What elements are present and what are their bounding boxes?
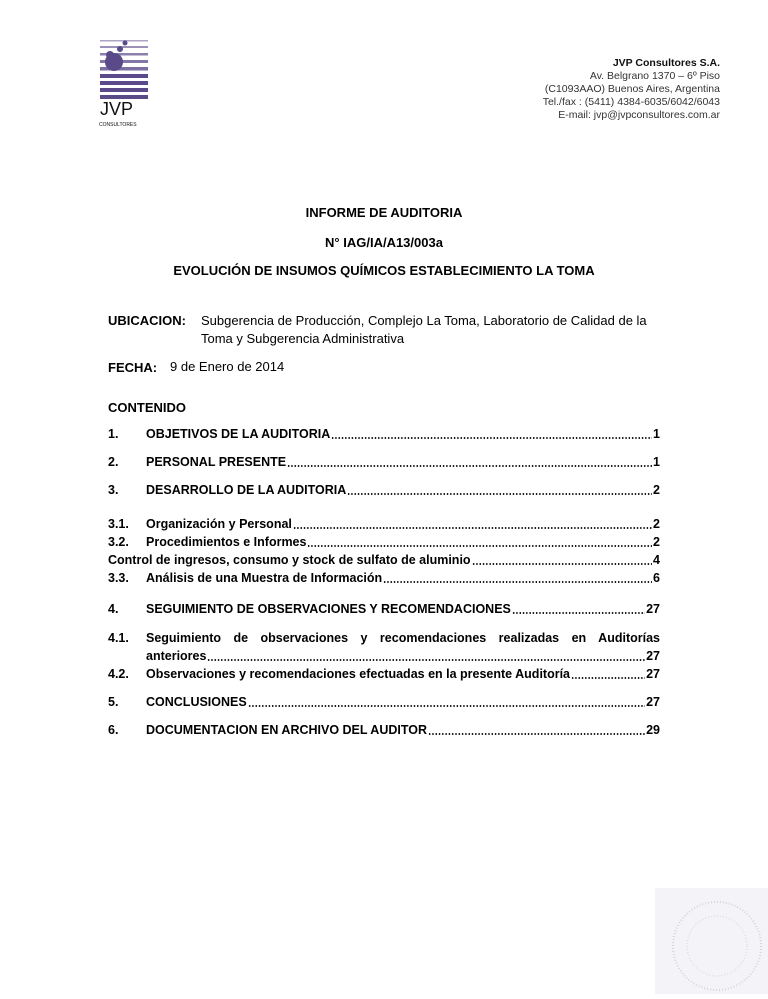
ubicacion-line-1: Subgerencia de Producción, Complejo La Toma, Laboratorio de Calidad de la (201, 313, 647, 328)
dot-leader (571, 677, 645, 679)
dot-leader (293, 527, 652, 529)
toc-title: Control de ingresos, consumo y stock de sulfato de aluminio (108, 553, 471, 567)
fecha-value: 9 de Enero de 2014 (170, 359, 285, 374)
toc-entry[interactable] (108, 723, 660, 738)
embossed-seal (655, 888, 768, 994)
toc-entry[interactable] (108, 571, 660, 586)
toc-entry[interactable] (108, 517, 660, 532)
report-number: N° IAG/IA/A13/003a (325, 235, 443, 250)
dot-leader (428, 733, 645, 735)
toc-page: 1 (653, 455, 660, 469)
toc-number: 3.2. (108, 535, 129, 549)
toc-page: 27 (646, 649, 660, 663)
toc-page: 4 (653, 553, 660, 567)
toc-number: 3.1. (108, 517, 129, 531)
toc-entry-continued[interactable] (108, 649, 660, 664)
toc-number: 3. (108, 483, 119, 497)
toc-title: PERSONAL PRESENTE (146, 455, 287, 469)
dot-leader (207, 659, 645, 661)
toc-title: DOCUMENTACION EN ARCHIVO DEL AUDITOR (146, 723, 428, 737)
ubicacion-label: UBICACION: (108, 313, 186, 328)
toc-number: 4. (108, 602, 119, 616)
toc-number: 2. (108, 455, 119, 469)
dot-leader (347, 493, 652, 495)
toc-page: 27 (646, 695, 660, 709)
company-address: Av. Belgrano 1370 – 6º Piso (589, 70, 720, 82)
toc-title: Procedimientos e Informes (146, 535, 307, 549)
toc-title: Análisis de una Muestra de Información (146, 571, 383, 585)
company-city: (C1093AAO) Buenos Aires, Argentina (544, 83, 720, 95)
toc-number: 5. (108, 695, 119, 709)
company-logo (96, 28, 156, 128)
toc-title: CONCLUSIONES (146, 695, 247, 709)
toc-number: 4.1. (108, 631, 129, 645)
toc-title: Organización y Personal (146, 517, 292, 531)
toc-entry[interactable] (108, 602, 660, 617)
toc-page: 2 (653, 517, 660, 531)
toc-entry[interactable] (108, 667, 660, 682)
toc-title: DESARROLLO DE LA AUDITORIA (146, 483, 347, 497)
dot-leader (248, 705, 645, 707)
toc-entry[interactable] (108, 535, 660, 550)
toc-page: 27 (646, 602, 660, 616)
toc-number: 3.3. (108, 571, 129, 585)
toc-title: Observaciones y recomendaciones efectuadas en la presente Auditoría (146, 667, 571, 681)
contenido-heading: CONTENIDO (108, 400, 186, 415)
toc-page: 6 (653, 571, 660, 585)
toc-page: 29 (646, 723, 660, 737)
toc-title-continued: anteriores (146, 649, 207, 663)
toc-entry[interactable] (108, 553, 660, 568)
toc-page: 27 (646, 667, 660, 681)
dot-leader (287, 465, 652, 467)
toc-title: SEGUIMIENTO DE OBSERVACIONES Y RECOMENDACIONES (146, 602, 511, 616)
toc-entry[interactable] (108, 695, 660, 710)
toc-page: 1 (653, 427, 660, 441)
dot-leader (307, 545, 652, 547)
toc-entry[interactable] (108, 427, 660, 442)
company-name: JVP Consultores S.A. (612, 57, 720, 69)
dot-leader (472, 563, 652, 565)
company-address-block (543, 57, 720, 122)
toc-entry[interactable] (108, 483, 660, 498)
toc-number: 1. (108, 427, 119, 441)
dot-leader (512, 612, 645, 614)
company-email: E-mail: jvp@jvpconsultores.com.ar (558, 109, 720, 121)
report-subject: EVOLUCIÓN DE INSUMOS QUÍMICOS ESTABLECIMIENTO LA TOMA (173, 263, 595, 278)
company-phone: Tel./fax : (5411) 4384-6035/6042/6043 (542, 96, 720, 108)
toc-number: 4.2. (108, 667, 129, 681)
toc-page: 2 (653, 535, 660, 549)
dot-leader (331, 437, 652, 439)
toc-title: OBJETIVOS DE LA AUDITORIA (146, 427, 331, 441)
report-title: INFORME DE AUDITORIA (305, 205, 463, 220)
toc-entry[interactable] (108, 631, 660, 646)
ubicacion-value (201, 312, 647, 348)
toc-number: 6. (108, 723, 119, 737)
dot-leader (383, 581, 652, 583)
toc-title: Seguimiento de observaciones y recomendaciones realizadas en Auditorías (146, 631, 660, 645)
toc-page: 2 (653, 483, 660, 497)
logo-subtext: CONSULTORES (99, 122, 137, 128)
toc-entry[interactable] (108, 455, 660, 470)
logo-text: JVP (100, 99, 134, 119)
ubicacion-line-2: Toma y Subgerencia Administrativa (201, 331, 405, 346)
fecha-label: FECHA: (108, 360, 158, 375)
